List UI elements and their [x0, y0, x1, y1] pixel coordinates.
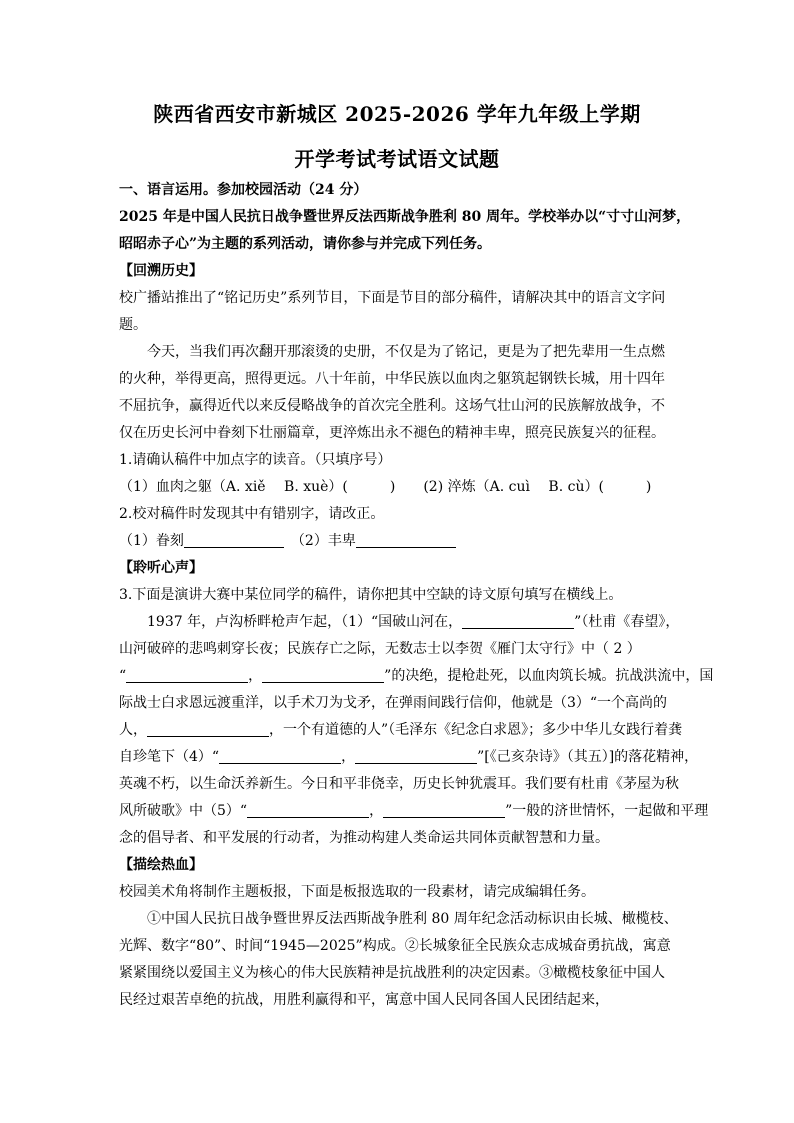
- speech-text: ，: [248, 668, 263, 684]
- question-2: 2.校对稿件时发现其中有错别字，请改正。: [119, 506, 385, 522]
- q2-item2-label: （2）丰卑: [283, 533, 356, 549]
- material-line4: 民经过艰苦卓绝的抗战，用胜利赢得和平，寓意中国人民同各国人民团结起来，: [119, 992, 609, 1008]
- part3-desc: 校园美术角将制作主题板报，下面是板报选取的一段素材，请完成编辑任务。: [119, 884, 595, 900]
- question-3: 3.下面是演讲大赛中某位同学的稿件，请你把其中空缺的诗文原句填写在横线上。: [119, 587, 623, 603]
- section-intro-line1: 2025 年是中国人民抗日战争暨世界反法西斯战争胜利 80 周年。学校举办以“寸寸山河梦，: [119, 209, 691, 225]
- speech-line9: 念的倡导者、和平发展的行动者，为推动构建人类命运共同体贡献智慧和力量。: [119, 830, 609, 846]
- speech-line2: 山河破碎的悲鸣刺穿长夜；民族存亡之际，无数志士以李贺《雁门太守行》中（ 2 ）: [119, 641, 641, 657]
- speech-text: ”的决绝，提枪赴死，以血肉筑长城。抗战洪流中，国: [384, 668, 714, 684]
- speech-text: ，: [341, 749, 356, 765]
- question-1: 1.请确认稿件中加点字的读音。（只填序号）: [119, 452, 392, 468]
- part1-desc-line2: 题。: [119, 317, 147, 333]
- part1-desc-line1: 校广播站推出了“铭记历史”系列节目，下面是节目的部分稿件，请解决其中的语言文字问: [119, 290, 666, 306]
- speech-text: 自珍笔下（4）“: [119, 749, 220, 765]
- q2-item1-label: （1）眷刻: [119, 533, 184, 549]
- speech-line6: [119, 749, 698, 765]
- poem-blank-5b[interactable]: [383, 803, 505, 818]
- speech-line5: [119, 722, 682, 738]
- poem-blank-4a[interactable]: [219, 749, 341, 764]
- speech-text: ”（杜甫《春望》，: [574, 614, 680, 630]
- material-line2: 光辉、数字“80”、时间“1945—2025”构成。②长城象征全民族众志成城奋勇抗战，寓意: [119, 938, 671, 954]
- page-title-line2: 开学考试考试语文试题: [294, 147, 500, 171]
- passage1-line1: 今天，当我们再次翻开那滚烫的史册，不仅是为了铭记，更是为了把先辈用一生点燃: [147, 344, 665, 360]
- material-line1: ①中国人民抗日战争暨世界反法西斯战争胜利 80 周年纪念活动标识由长城、橄榄枝、: [147, 911, 678, 927]
- speech-text: ”[《己亥杂诗》（其五）]的落花精神，: [477, 749, 699, 765]
- poem-blank-5a[interactable]: [247, 803, 369, 818]
- speech-text: ”一般的济世情怀，一起做和平理: [505, 803, 709, 819]
- speech-line3: [119, 668, 713, 684]
- part-header-paint: 【描绘热血】: [119, 857, 203, 873]
- speech-text: ，一个有道德的人”（毛泽东《纪念白求恩》；多少中华儿女践行着龚: [269, 722, 683, 738]
- q2-answer-blank-1[interactable]: [184, 533, 284, 548]
- passage1-line2: 的火种，举得更高，照得更远。八十年前，中华民族以血肉之躯筑起钢铁长城，用十四年: [119, 371, 665, 387]
- part-header-voices: 【聆听心声】: [119, 560, 203, 576]
- speech-line1: [147, 614, 679, 630]
- poem-blank-1[interactable]: [462, 614, 574, 629]
- section-heading: 一、语言运用。参加校园活动（24 分）: [119, 182, 368, 198]
- speech-text: ，: [369, 803, 384, 819]
- question-1-options: （1）血肉之躯（A. xiě B. xuè）( ) (2) 淬炼（A. cuì B. cù）( ): [119, 479, 652, 495]
- speech-line4: 际战士白求恩远渡重洋，以手术刀为戈矛，在弹雨间践行信仰，他就是（3）“一个高尚的: [119, 695, 668, 711]
- passage1-line3: 不屈抗争，赢得近代以来反侵略战争的首次完全胜利。这场气壮山河的民族解放战争，不: [119, 398, 665, 414]
- poem-blank-2a[interactable]: [126, 668, 248, 683]
- speech-text: 人，: [119, 722, 147, 738]
- speech-text: 1937 年，卢沟桥畔枪声乍起，（1）“国破山河在，: [147, 614, 463, 630]
- material-line3: 紧紧围绕以爱国主义为核心的伟大民族精神是抗战胜利的决定因素。③橄榄枝象征中国人: [119, 965, 665, 981]
- passage1-line4: 仅在历史长河中眷刻下壮丽篇章，更淬炼出永不褪色的精神丰卑，照亮民族复兴的征程。: [119, 425, 665, 441]
- part-header-history: 【回溯历史】: [119, 263, 203, 279]
- poem-blank-2b[interactable]: [262, 668, 384, 683]
- speech-line7: 英魂不朽，以生命沃养新生。今日和平非侥幸，历史长钟犹震耳。我们要有杜甫《茅屋为秋: [119, 776, 679, 792]
- q2-answer-blank-2[interactable]: [356, 533, 456, 548]
- section-intro-line2: 昭昭赤子心”为主题的系列活动，请你参与并完成下列任务。: [119, 236, 492, 252]
- question-2-answers: [119, 533, 456, 549]
- page-title-line1: 陕西省西安市新城区 2025-2026 学年九年级上学期: [153, 102, 641, 126]
- poem-blank-4b[interactable]: [355, 749, 477, 764]
- speech-line8: [119, 803, 708, 819]
- speech-text: “: [119, 668, 127, 684]
- poem-blank-3[interactable]: [147, 722, 269, 737]
- speech-text: 风所破歌》中（5）“: [119, 803, 248, 819]
